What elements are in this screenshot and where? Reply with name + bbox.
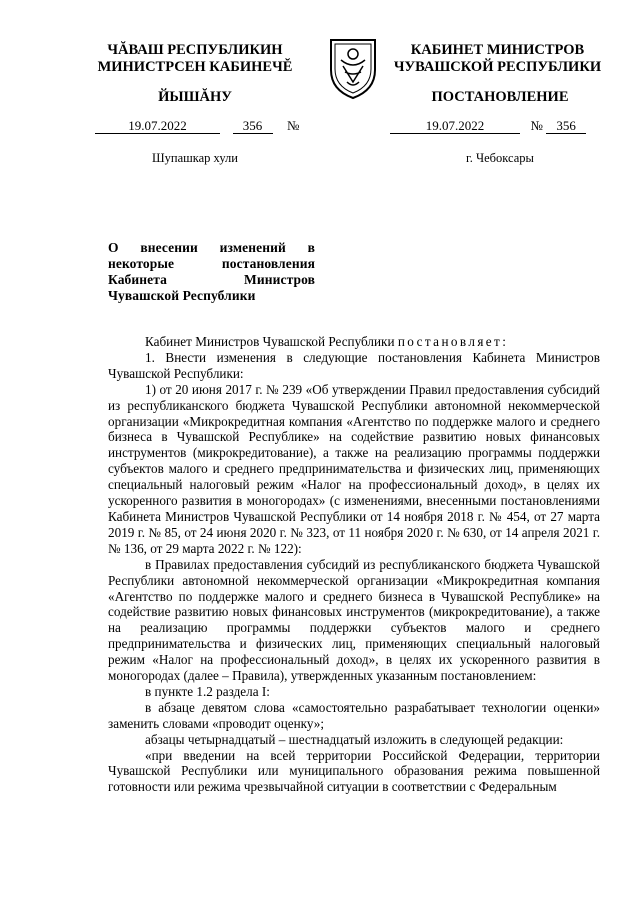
intro-paragraph: [108, 334, 600, 350]
document-body: [108, 334, 600, 795]
date-right: 19.07.2022: [390, 118, 520, 134]
date-number-right: [390, 118, 610, 134]
intro-decree-word: постановляет:: [397, 334, 509, 349]
doctype-right: ПОСТАНОВЛЕНИЕ: [431, 89, 569, 105]
number-right: 356: [546, 118, 586, 134]
header-right: [390, 42, 605, 76]
document-title: О внесении изменений в некоторые постановления Кабинета Министров Чувашской Республики: [108, 240, 315, 303]
city-right: г. Чебоксары: [466, 151, 534, 165]
number-sign-left: №: [287, 118, 300, 133]
header-left-line1: ЧĂВАШ РЕСПУБЛИКИН: [107, 42, 283, 58]
city-left: Шупашкар хули: [152, 151, 238, 165]
date-number-left: [95, 118, 310, 134]
number-sign-right: №: [530, 118, 543, 133]
body-paragraph: в абзаце девятом слова «самостоятельно разрабатывает технологии оценки» заменить словами «проводит оценку»;: [108, 699, 600, 731]
doctype-left: ЙЫШĂНУ: [158, 89, 232, 105]
body-paragraph: в Правилах предоставления субсидий из республиканского бюджета Чувашской Республики автономной некоммерческой организации «Микрокредитная компания «Агентство по поддержке малого и среднего бизнеса в Чувашской Республике» на содействие развитию новых финансовых инструментов (микрокредитование), а также на реализацию программы поддержки субъектов малого и среднего предпринимательства и физических лиц, применяющих специальный налоговый режим «Налог на профессиональный доход», в целях их ускоренного развития в моногородах (далее – Правила), утвержденных указанным постановлением:: [108, 556, 600, 684]
body-paragraph: «при введении на всей территории Российской Федерации, территории Чувашской Республики или муниципального образования режима повышенной готовности или режима чрезвычайной ситуации в соответствии с Федеральным: [108, 747, 600, 795]
date-left: 19.07.2022: [95, 118, 220, 134]
body-paragraph: 1) от 20 июня 2017 г. № 239 «Об утверждении Правил предоставления субсидий из республиканского бюджета Чувашской Республики автономной некоммерческой организации «Микрокредитная компания «Агентство по поддержке малого и среднего бизнеса в Чувашской Республике» на содействие развитию новых финансовых инструментов (микрокредитование), а также на реализацию программы поддержки субъектов малого и среднего предпринимательства и физических лиц, применяющих специальный налоговый режим «Налог на профессиональный доход», в целях их ускоренного развития в моногородах» (с изменениями, внесенными постановлениями Кабинета Министров Чувашской Республики от 14 ноября 2018 г. № 454, от 27 марта 2019 г. № 85, от 24 июня 2020 г. № 323, от 11 ноября 2020 г. № 630, от 14 апреля 2021 г. № 136, от 29 марта 2022 г. № 122):: [108, 381, 600, 556]
coat-of-arms-icon: [323, 36, 383, 102]
header-left-line2: МИНИСТРСЕН КАБИНЕЧĔ: [97, 59, 293, 75]
intro-text: Кабинет Министров Чувашской Республики: [145, 334, 395, 349]
number-left: 356: [233, 118, 273, 134]
body-paragraph: 1. Внести изменения в следующие постановления Кабинета Министров Чувашской Республики:: [108, 349, 600, 381]
header-right-line1: КАБИНЕТ МИНИСТРОВ: [410, 42, 585, 58]
header-left: [95, 42, 295, 76]
body-paragraph: абзацы четырнадцатый – шестнадцатый изложить в следующей редакции:: [145, 731, 564, 747]
header-right-line2: ЧУВАШСКОЙ РЕСПУБЛИКИ: [393, 59, 602, 75]
body-paragraph: в пункте 1.2 раздела I:: [145, 683, 270, 699]
